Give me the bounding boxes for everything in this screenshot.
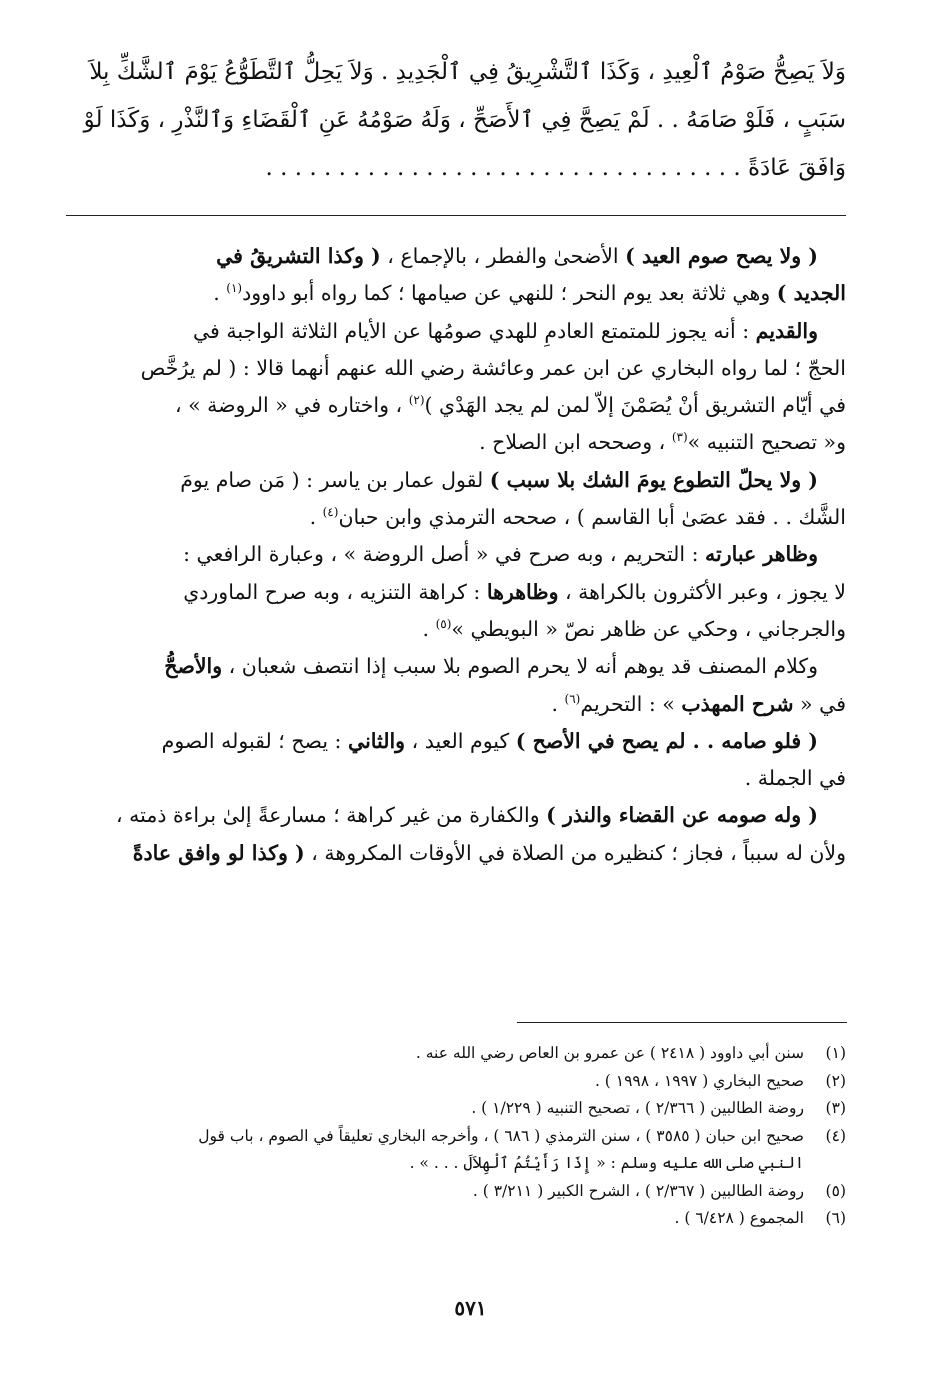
footnote-item [66,1150,846,1178]
matn-line: وَلاَ يَصِحُّ صَوْمُ ٱلْعِيدِ ، وَكَذَا ٱلتَّشْرِيقُ فِي ٱلْجَدِيدِ . وَلاَ يَحِلُّ ٱلتَّطَوُّعُ يَوْمَ ٱلشَّكِّ بِلاَ [89,59,846,85]
footnote-text: المجموع ( ٦/٤٢٨ ) . [674,1209,804,1227]
paragraph-6: ( فلو صامه . . لم يصح في الأصح ) كيوم العيد ، والثاني : يصح ؛ لقبوله الصوم في الجملة . [161,728,846,791]
paragraph-7: ( وله صومه عن القضاء والنذر ) والكفارة من غير كراهة ؛ مسارعةً إلىٰ براءة ذمته ، ولأن له سبباً ، فجاز ؛ كنظيره من الصلاة في الأوقات المكروهة ، ( وكذا لو وافق عادةً [116,803,846,865]
matn-quote: ( وكذا التشريقُ في [216,244,381,268]
footnote-number: (١) [825,1044,846,1062]
footnote-ref: (٦) [564,691,581,706]
paragraph-3: ( ولا يحلّ التطوع يومَ الشك بلا سبب ) لقول عمار بن ياسر : ( مَن صام يومَ الشَّك . . فقد عصَىٰ أبا القاسم ) ، صححه الترمذي وابن حبان$^{(٤)}$ . [180,467,846,530]
sharh-text [66,238,846,872]
footnote-ref: (٢) [408,393,425,408]
footnote-item [66,1178,846,1206]
matn-divider [66,215,846,216]
footnote-number: (٤) [825,1126,846,1145]
footnote-text: روضة الطالبين ( ٢/٣٦٦ ) ، تصحيح التنبيه ( ١/٢٢٩ ) . [471,1099,804,1117]
matn-quote: الجديد ) [776,281,846,306]
heading-word: وظاهر عبارته [705,542,818,567]
footnote-item [66,1095,846,1123]
footnote-item [66,1068,846,1096]
book-title: شرح المهذب [681,691,794,716]
footnote-text: صحيح ابن حبان ( ٣٥٨٥ ) ، سنن الترمذي ( ٦٨٦ ) ، وأخرجه البخاري تعليقاً في الصوم ، باب قول [198,1126,804,1145]
footnote-number: (٦) [825,1209,846,1227]
matn-quote: ( وكذا لو وافق عادةً [132,840,305,865]
footnote-ref: (٤) [322,505,339,520]
footnote-ref: (١) [226,281,243,296]
footnote-text: النبي صلى الله عليه وسلم : « إِذَا رَأَيْتُمُ ٱلْهِلاَلَ . . . » . [409,1154,804,1172]
footnote-item [66,1205,846,1233]
footnote-divider [517,1022,847,1023]
footnote-ref: (٥) [435,617,452,632]
footnote-ref: (٣) [671,430,688,445]
footnote-text: سنن أبي داوود ( ٢٤١٨ ) عن عمرو بن العاص رضي الله عنه . [415,1044,804,1062]
paragraph-1: ( ولا يصح صوم العيد ) الأضحىٰ والفطر ، بالإجماع ، ( وكذا التشريقُ في الجديد ) وهي ثلاثة بعد يوم النحر ؛ للنهي عن صيامها ؛ كما رواه أبو داوود$^{(١)}$ . [213,244,846,306]
heading-word: وظاهرها [486,579,559,604]
page-number: ٥٧١ [454,1296,487,1320]
matn-quote: ( وله صومه عن القضاء والنذر ) [546,803,818,828]
matn-line: سَبَبٍ ، فَلَوْ صَامَهُ . . لَمْ يَصِحَّ فِي ٱلأَصَحِّ ، وَلَهُ صَوْمُهُ عَنِ ٱلْقَضَاءِ وَٱلنَّذْرِ ، وَكَذَا لَوْ [83,107,846,133]
footnotes [66,1040,846,1233]
matn-quote: ( فلو صامه . . لم يصح في الأصح ) [515,728,818,753]
heading-word: والأصحُّ [164,654,223,679]
paragraph-5: وكلام المصنف قد يوهم أنه لا يحرم الصوم بلا سبب إذا انتصف شعبان ، والأصحُّ في « شرح المهذب » : التحريم$^{(٦)}$ . [164,654,846,716]
matn-text [66,48,846,192]
matn-quote: ( ولا يصح صوم العيد ) [625,244,818,268]
footnote-text: صحيح البخاري ( ١٩٩٧ ، ١٩٩٨ ) . [594,1071,804,1090]
footnote-item [66,1040,846,1068]
heading-word: والقديم [755,318,818,343]
footnote-number: (٥) [825,1181,846,1200]
footnote-text: روضة الطالبين ( ٢/٣٦٧ ) ، الشرح الكبير ( ٣/٢١١ ) . [472,1181,804,1200]
paragraph-4: وظاهر عبارته : التحريم ، وبه صرح في « أصل الروضة » ، وعبارة الرافعي : لا يجوز ، وعبر الأكثرون بالكراهة ، وظاهرها : كراهة التنزيه ، وبه صرح الماوردي والجرجاني ، وحكي عن ظاهر نصّ « البويطي »$^{(٥)}$ . [183,542,846,641]
heading-word: والثاني [347,728,406,753]
matn-line: وَافَقَ عَادَةً . . . . . . . . . . . . . . . . . . . . . . . . . . . . . . . . . [265,155,846,181]
paragraph-2: والقديم : أنه يجوز للمتمتع العادمِ للهدي صومُها عن الأيام الثلاثة الواجبة في الحجّ ؛ لما رواه البخاري عن ابن عمر وعائشة رضي الله عنهم أنهما قالا : ( لم يرُخَّص في أيّام التشريق أنْ يُصَمْنَ إلاّ لمن لم يجد الهَدْي )$^{(٢)}$ ، واختاره في « الروضة » ، و« تصحيح التنبيه »$^{(٣)}$ ، وصححه ابن الصلاح . [140,318,846,455]
footnote-number: (٢) [825,1071,846,1090]
matn-quote: ( ولا يحلّ التطوع يومَ الشك بلا سبب ) [489,467,818,492]
footnote-item [66,1123,846,1151]
footnote-number: (٣) [825,1099,846,1117]
